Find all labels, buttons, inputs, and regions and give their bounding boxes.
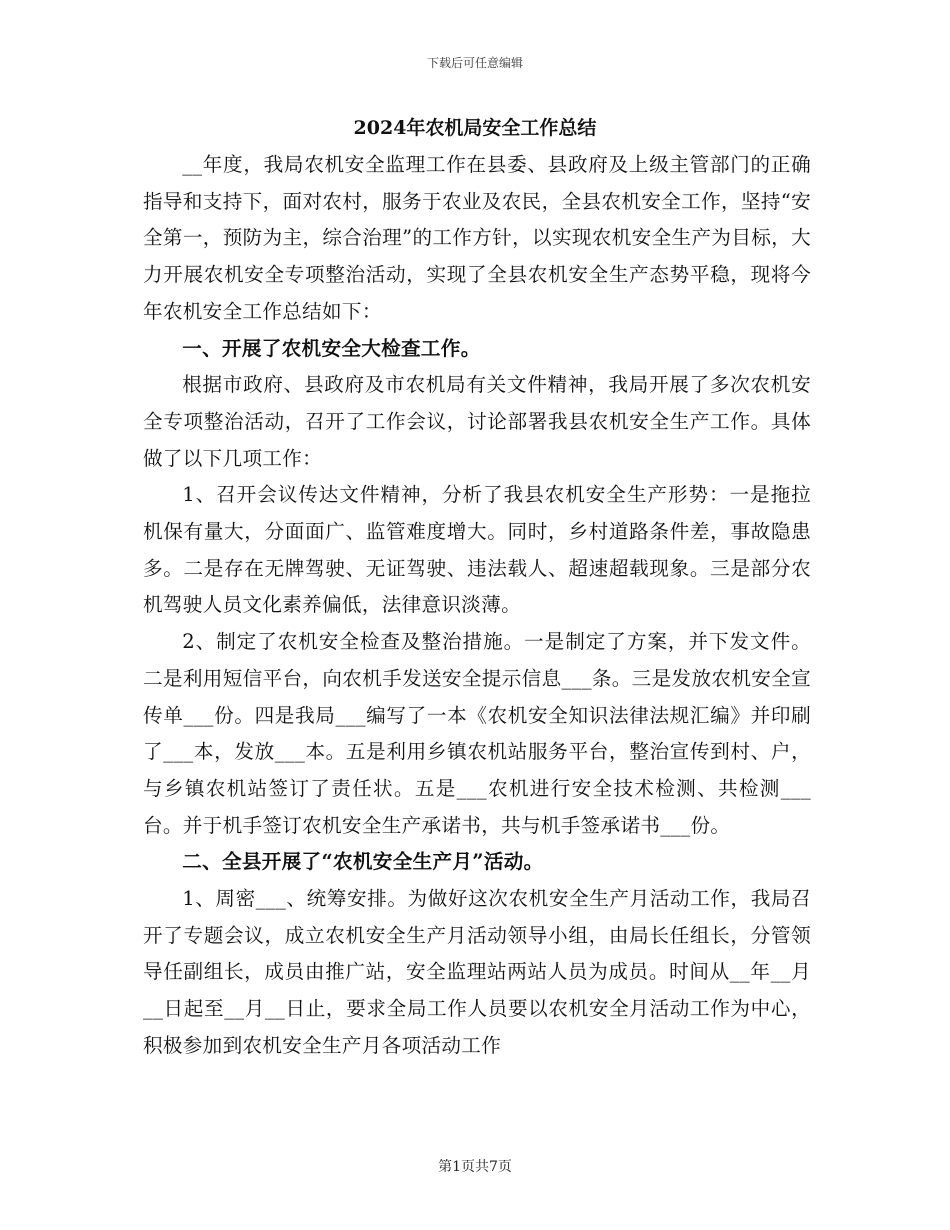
body-paragraph: 1、周密___、统筹安排。为做好这次农机安全生产月活动工作，我局召开了专题会议，成立农机安全生产月活动领导小组，由局长任组长，分管领导任副组长，成员由推广站，安全监理站两站人员为成员。时间从__年__月__日起至__月__日止，要求全局工作人员要以农机安全月活动工作为中心，积极参加到农机安全生产月各项活动工作 — [143, 887, 811, 1057]
intro-paragraph: __年度，我局农机安全监理工作在县委、县政府及上级主管部门的正确指导和支持下，面对农村，服务于农业及农民，全县农机安全工作，坚持“安全第一，预防为主，综合治理”的工作方针，以实现农机安全生产为目标，大力开展农机安全专项整治活动，实现了全县农机安全生产态势平稳，现将今年农机安全工作总结如下： — [143, 153, 811, 323]
document-body — [143, 147, 811, 1065]
section-heading-1: 一、开展了农机安全大检查工作。 — [182, 336, 481, 360]
section-heading-2: 二、全县开展了“农机安全生产月”活动。 — [182, 850, 544, 874]
body-paragraph: 2、制定了农机安全检查及整治措施。一是制定了方案，并下发文件。二是利用短信平台，向农机手发送安全提示信息___条。三是发放农机安全宣传单___份。四是我局___编写了一本《农机安全知识法律法规汇编》并印刷了___本，发放___本。五是利用乡镇农机站服务平台，整治宣传到村、户，与乡镇农机站签订了责任状。五是___农机进行安全技术检测、共检测___台。并于机手签订农机安全生产承诺书，共与机手签承诺书___份。 — [143, 630, 811, 837]
page-number: 第1页共7页 — [438, 1159, 512, 1175]
header-note: 下载后可任意编辑 — [426, 56, 523, 70]
body-paragraph: 1、召开会议传达文件精神，分析了我县农机安全生产形势：一是拖拉机保有量大，分面面广、监管难度增大。同时，乡村道路条件差，事故隐患多。二是存在无牌驾驶、无证驾驶、违法载人、超速超载现象。三是部分农机驾驶人员文化素养偏低，法律意识淡薄。 — [143, 483, 811, 617]
body-paragraph: 根据市政府、县政府及市农机局有关文件精神，我局开展了多次农机安全专项整治活动，召开了工作会议，讨论部署我县农机安全生产工作。具体做了以下几项工作： — [143, 373, 811, 470]
document-title: 2024年农机局安全工作总结 — [353, 117, 597, 139]
